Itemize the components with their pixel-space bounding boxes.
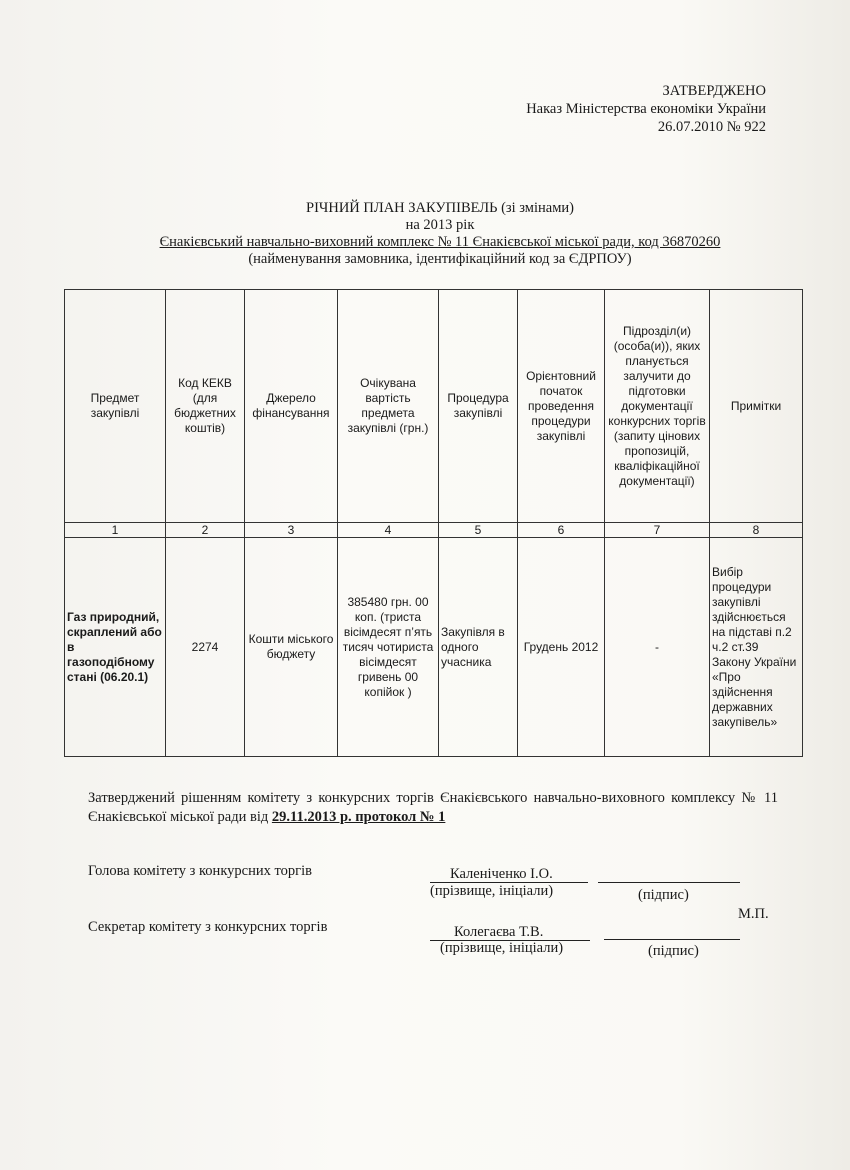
header-unit: Підрозділ(и) (особа(и)), яких планується залучити до підготовки документації конкурсних торгів (запиту цінових пропозицій, кваліфікаційної документації) bbox=[605, 290, 710, 523]
secretary-role: Секретар комітету з конкурсних торгів bbox=[88, 919, 328, 935]
column-number: 5 bbox=[439, 523, 518, 538]
cell-source: Кошти міського бюджету bbox=[245, 538, 338, 757]
customer-name: Єнакієвський навчально-виховний комплекс № 11 Єнакієвської міської ради, код 36870260 bbox=[159, 234, 721, 250]
secretary-name: Колегаєва Т.В. bbox=[454, 924, 544, 940]
cell-start: Грудень 2012 bbox=[518, 538, 605, 757]
header-procedure: Процедура закупівлі bbox=[439, 290, 518, 523]
table-header-row bbox=[65, 290, 803, 523]
secretary-sign-line bbox=[604, 939, 740, 940]
header-subject: Предмет закупівлі bbox=[65, 290, 166, 523]
head-role: Голова комітету з конкурсних торгів bbox=[88, 863, 312, 879]
plan-year: на 2013 рік bbox=[405, 217, 475, 233]
cell-unit: - bbox=[605, 538, 710, 757]
approval-stamp: ЗАТВЕРДЖЕНО bbox=[662, 83, 766, 99]
approval-block bbox=[526, 82, 766, 136]
head-sign-caption: (підпис) bbox=[638, 887, 689, 903]
table-number-row bbox=[65, 523, 803, 538]
secretary-sign-caption: (підпис) bbox=[648, 943, 699, 959]
head-sign-line bbox=[598, 882, 740, 883]
column-number: 2 bbox=[166, 523, 245, 538]
secretary-name-caption: (прізвище, ініціали) bbox=[440, 940, 564, 956]
plan-title-block bbox=[60, 200, 820, 268]
cell-kekv: 2274 bbox=[166, 538, 245, 757]
column-number: 1 bbox=[65, 523, 166, 538]
cell-procedure: Закупівля в одного учасника bbox=[439, 538, 518, 757]
procurement-table bbox=[64, 289, 803, 757]
header-kekv: Код КЕКВ (для бюджетних коштів) bbox=[166, 290, 245, 523]
cell-subject: Газ природний, скраплений або в газоподібному стані (06.20.1) bbox=[65, 538, 166, 757]
customer-caption: (найменування замовника, ідентифікаційний код за ЄДРПОУ) bbox=[248, 251, 632, 267]
column-number: 6 bbox=[518, 523, 605, 538]
column-number: 3 bbox=[245, 523, 338, 538]
head-name: Каленіченко І.О. bbox=[450, 866, 553, 882]
column-number: 4 bbox=[338, 523, 439, 538]
approval-date: 26.07.2010 № 922 bbox=[657, 119, 766, 135]
approval-order: Наказ Міністерства економіки України bbox=[526, 101, 766, 117]
header-notes: Примітки bbox=[710, 290, 803, 523]
header-source: Джерело фінансування bbox=[245, 290, 338, 523]
cell-cost: 385480 грн. 00 коп. (триста вісімдесят п’ять тисяч чотириста вісімдесят гривень 00 копійок ) bbox=[338, 538, 439, 757]
header-cost: Очікувана вартість предмета закупівлі (грн.) bbox=[338, 290, 439, 523]
stamp-mark: М.П. bbox=[738, 906, 769, 922]
head-name-caption: (прізвище, ініціали) bbox=[430, 883, 554, 899]
approval-decision bbox=[88, 789, 778, 827]
table-row bbox=[65, 538, 803, 757]
header-start: Орієнтовний початок проведення процедури закупівлі bbox=[518, 290, 605, 523]
cell-notes: Вибір процедури закупівлі здійснюється на підставі п.2 ч.2 ст.39 Закону України «Про здійснення державних закупівель» bbox=[710, 538, 803, 757]
plan-title: РІЧНИЙ ПЛАН ЗАКУПІВЕЛЬ (зі змінами) bbox=[306, 200, 574, 216]
decision-text: Затверджений рішенням комітету з конкурсних торгів Єнакієвського навчально-виховного комплексу № 11 Єнакієвської міської ради від bbox=[88, 790, 778, 825]
decision-protocol: 29.11.2013 р. протокол № 1 bbox=[271, 809, 446, 825]
column-number: 7 bbox=[605, 523, 710, 538]
column-number: 8 bbox=[710, 523, 803, 538]
